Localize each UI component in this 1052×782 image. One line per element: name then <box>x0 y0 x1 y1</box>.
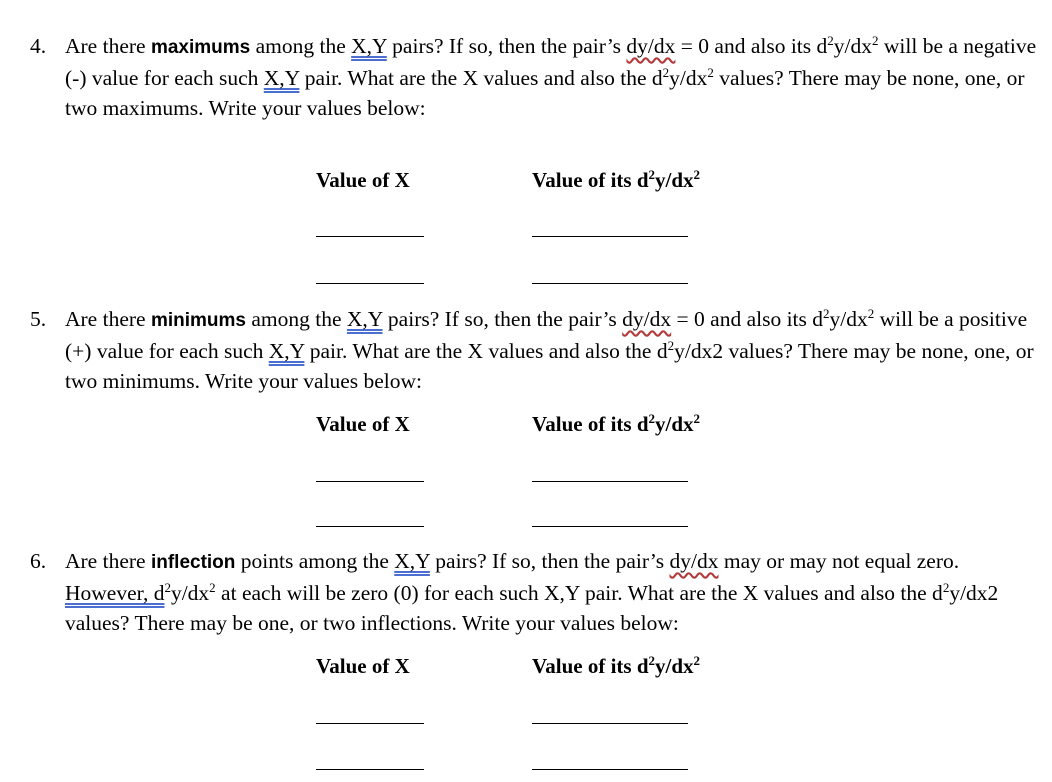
column-header-x: Value of X <box>316 412 410 436</box>
xy-term: X,Y <box>268 339 305 363</box>
answer-blank-d2[interactable] <box>532 526 688 527</box>
answer-blank-x[interactable] <box>316 283 424 284</box>
question-text: Are there inflection points among the X,Y pairs? If so, then the pair’s dy/dx may or may not equal zero. However, $d^2y/dx^2$ at each will be zero (0) for each such X,Y pair. What are the X values and also the $d^2y/dx2$ values? There may be one, or two inflections. Write your values below: <box>65 549 999 635</box>
dydx-term: dy/dx <box>622 307 672 331</box>
keyword-inflection: inflection <box>150 552 236 573</box>
keyword-minimums: minimums <box>150 310 246 331</box>
answer-blank-x[interactable] <box>316 769 424 770</box>
question-number: 6. <box>30 549 47 573</box>
answer-blank-x[interactable] <box>316 526 424 527</box>
answer-blank-d2[interactable] <box>532 283 688 284</box>
answer-blank-d2[interactable] <box>532 236 688 237</box>
question-6 <box>30 546 1040 638</box>
question-5 <box>30 304 1040 396</box>
column-header-d2: Value of its $d^2y/dx^2$ <box>532 167 701 192</box>
question-4 <box>30 31 1040 123</box>
question-number: 5. <box>30 307 47 331</box>
dydx-term: dy/dx <box>626 34 676 58</box>
dydx-term: dy/dx <box>669 549 719 573</box>
xy-term: X,Y <box>394 549 430 573</box>
answer-blank-d2[interactable] <box>532 769 688 770</box>
question-text: Are there maximums among the X,Y pairs? If so, then the pair’s dy/dx = 0 and also its $d^2y/dx^2$ will be a negative (-) value for each such X,Y pair. What are the X values and also the $d^2y/dx^2$ values? There may be none, one, or two maximums. Write your values below: <box>65 33 1037 120</box>
xy-term: X,Y <box>351 34 387 58</box>
answer-blank-x[interactable] <box>316 723 424 724</box>
column-header-x: Value of X <box>316 654 410 678</box>
however-term: However, d <box>65 581 165 605</box>
column-header-x: Value of X <box>316 168 410 192</box>
question-number: 4. <box>30 34 47 58</box>
xy-term: X,Y <box>263 66 300 90</box>
column-header-d2: Value of its $d^2y/dx^2$ <box>532 411 701 436</box>
xy-term: X,Y <box>346 307 383 331</box>
answer-blank-d2[interactable] <box>532 481 688 482</box>
answer-blank-x[interactable] <box>316 236 424 237</box>
keyword-maximums: maximums <box>150 37 251 58</box>
answer-blank-d2[interactable] <box>532 723 688 724</box>
answer-blank-x[interactable] <box>316 481 424 482</box>
question-text: Are there minimums among the X,Y pairs? If so, then the pair’s dy/dx = 0 and also its $d^2y/dx^2$ will be a positive (+) value for each such X,Y pair. What are the X values and also the $d^2y/dx2$ values? There may be none, one, or two minimums. Write your values below: <box>65 306 1034 393</box>
column-header-d2: Value of its $d^2y/dx^2$ <box>532 653 701 678</box>
